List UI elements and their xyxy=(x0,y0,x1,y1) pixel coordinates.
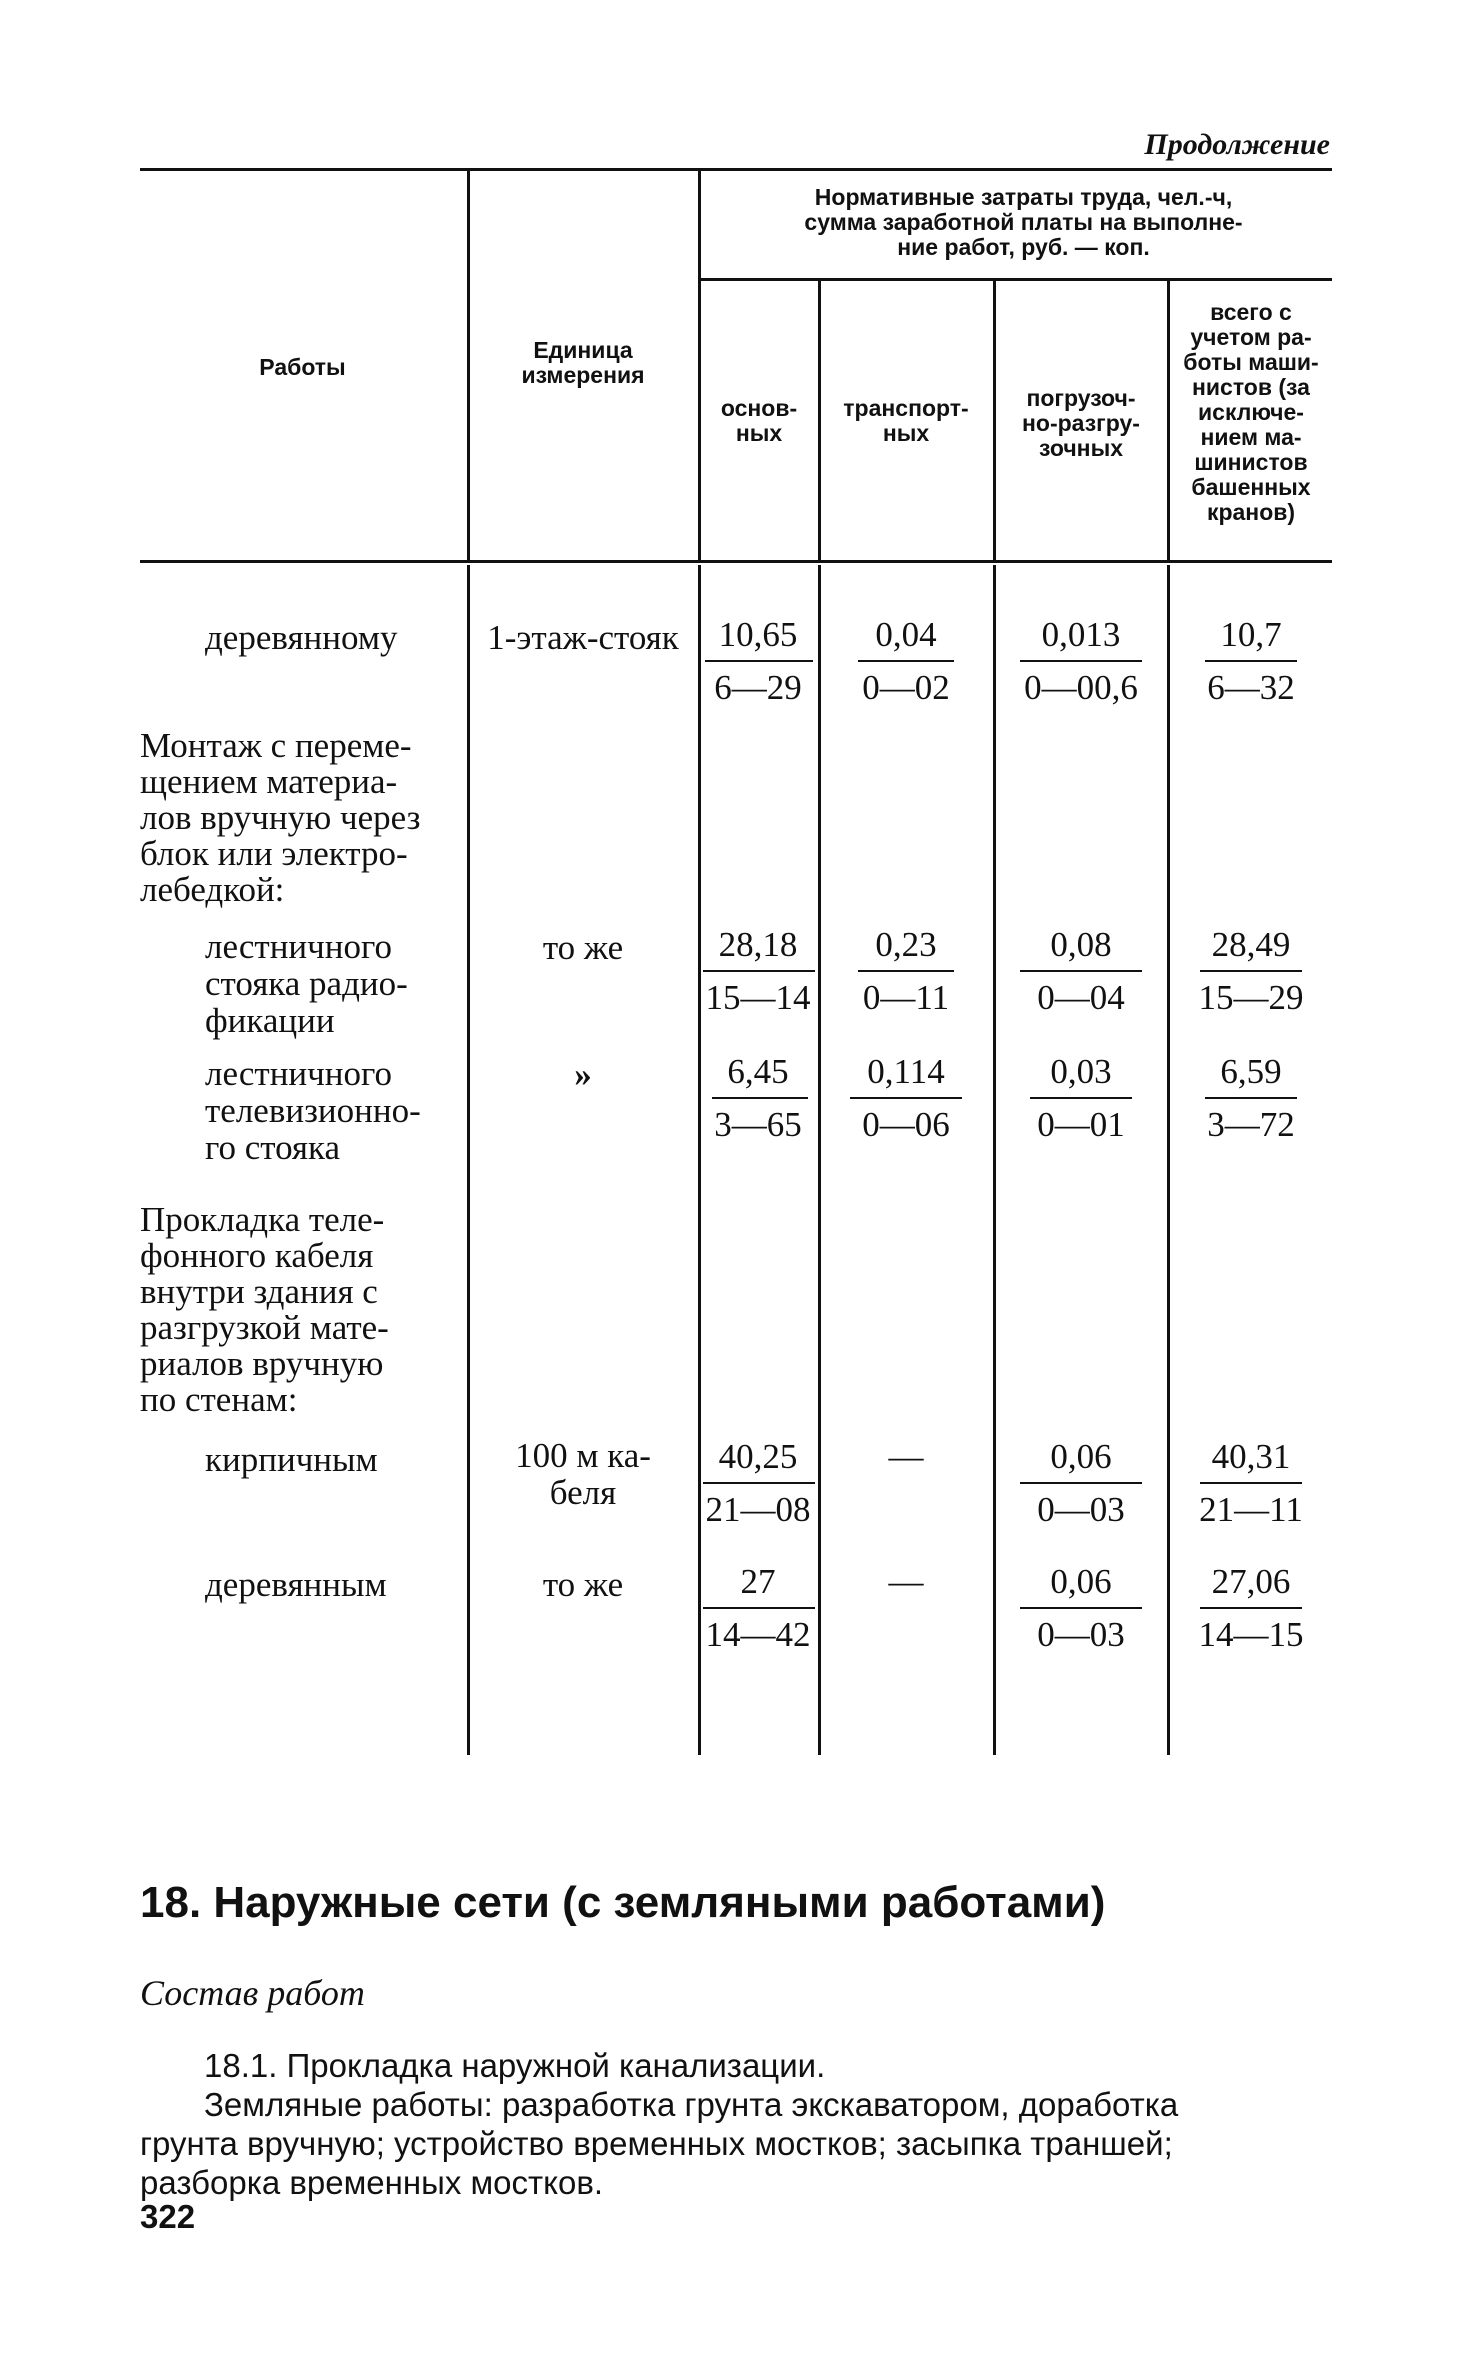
transport-dash: — xyxy=(888,1437,924,1476)
fraction-line xyxy=(1020,1607,1142,1609)
row-unit: то же xyxy=(542,928,624,967)
loading-wage: 0—03 xyxy=(1037,1615,1125,1654)
loading-wage: 0—01 xyxy=(1037,1105,1125,1144)
labor-cost-group-header: Нормативные затраты труда, чел.-ч, сумма заработной платы на выполне- ние работ, руб. — коп. xyxy=(804,184,1243,260)
section-item: 18.1. Прокладка наружной канализации. xyxy=(204,2047,826,2084)
loading-value: 0,06 xyxy=(1050,1437,1112,1476)
transport-value: 0,04 xyxy=(875,615,937,654)
transport-dash: — xyxy=(888,1562,924,1601)
transport-value: 0,23 xyxy=(875,925,937,964)
main-value: 40,25 xyxy=(718,1437,798,1476)
row-unit: 100 м ка- беля xyxy=(515,1436,651,1512)
total-value: 40,31 xyxy=(1211,1437,1291,1476)
transport-header: транспорт- ных xyxy=(843,395,969,446)
group-label-cable-laying: Прокладка теле- фонного кабеля внутри здания с разгрузкой мате- риалов вручную по стенам: xyxy=(140,1200,389,1419)
loading-value: 0,08 xyxy=(1050,925,1112,964)
group-header-rule xyxy=(700,278,1332,281)
main-wage: 3—65 xyxy=(714,1105,802,1144)
total-wage: 6—32 xyxy=(1207,668,1295,707)
fraction-line xyxy=(1020,660,1142,662)
loading-wage: 0—03 xyxy=(1037,1490,1125,1529)
section-title: 18. Наружные сети (с земляными работами) xyxy=(140,1878,1106,1927)
loading-value: 0,06 xyxy=(1050,1562,1112,1601)
total-wage: 15—29 xyxy=(1198,978,1304,1017)
page-number: 322 xyxy=(140,2198,196,2235)
main-wage: 15—14 xyxy=(705,978,811,1017)
row-work-name: лестничного стояка радио- фикации xyxy=(205,927,408,1040)
row-unit: 1-этаж-стояк xyxy=(487,618,679,657)
row-work-name: деревянным xyxy=(205,1565,387,1604)
loading-header: погрузоч- но-разгру- зочных xyxy=(1022,385,1140,461)
main-value: 28,18 xyxy=(718,925,798,964)
fraction-line xyxy=(1205,660,1297,662)
main-wage: 6—29 xyxy=(714,668,802,707)
works-header: Работы xyxy=(259,354,346,380)
total-wage: 3—72 xyxy=(1207,1105,1295,1144)
fraction-line xyxy=(703,970,815,972)
transport-wage: 0—02 xyxy=(862,668,950,707)
fraction-line xyxy=(712,1097,808,1099)
total-wage: 14—15 xyxy=(1198,1615,1304,1654)
total-value: 10,7 xyxy=(1220,615,1282,654)
row-work-name: кирпичным xyxy=(205,1440,378,1479)
fraction-line xyxy=(703,1482,815,1484)
total-header: всего с учетом ра- боты маши- нистов (за исключе- нием ма- шинистов башенных кранов) xyxy=(1183,299,1319,525)
fraction-line xyxy=(1200,970,1302,972)
fraction-line xyxy=(705,660,813,662)
unit-header: Единица измерения xyxy=(521,337,645,388)
fraction-line xyxy=(1200,1482,1302,1484)
total-value: 28,49 xyxy=(1211,925,1291,964)
row-work-name: лестничного телевизионно- го стояка xyxy=(205,1054,421,1167)
fraction-line xyxy=(858,970,954,972)
fraction-line xyxy=(1205,1097,1297,1099)
transport-value: 0,114 xyxy=(867,1052,945,1091)
loading-value: 0,03 xyxy=(1050,1052,1112,1091)
main-value: 10,65 xyxy=(718,615,798,654)
main-wage: 21—08 xyxy=(705,1490,811,1529)
fraction-line xyxy=(1030,1097,1132,1099)
fraction-line xyxy=(850,1097,962,1099)
transport-wage: 0—11 xyxy=(862,978,950,1017)
main-wage: 14—42 xyxy=(705,1615,811,1654)
table-top-rule xyxy=(140,168,1332,171)
fraction-line xyxy=(858,660,954,662)
total-wage: 21—11 xyxy=(1199,1490,1303,1529)
fraction-line xyxy=(703,1607,815,1609)
main-header: основ- ных xyxy=(720,395,798,446)
loading-wage: 0—00,6 xyxy=(1024,668,1138,707)
section-subtitle: Состав работ xyxy=(140,1973,365,2013)
loading-value: 0,013 xyxy=(1041,615,1121,654)
row-unit: » xyxy=(574,1055,592,1094)
total-value: 27,06 xyxy=(1211,1562,1291,1601)
group-label-mounting: Монтаж с переме- щением материа- лов вручную через блок или электро- лебедкой: xyxy=(140,726,421,909)
row-unit: то же xyxy=(542,1565,624,1604)
transport-wage: 0—06 xyxy=(862,1105,950,1144)
total-value: 6,59 xyxy=(1220,1052,1282,1091)
main-value: 6,45 xyxy=(727,1052,789,1091)
loading-wage: 0—04 xyxy=(1037,978,1125,1017)
fraction-line xyxy=(1200,1607,1302,1609)
row-work-name: деревянному xyxy=(205,618,398,657)
continuation-label: Продолжение xyxy=(1144,128,1330,161)
main-value: 27 xyxy=(740,1562,776,1601)
fraction-line xyxy=(1020,1482,1142,1484)
column-divider-2 xyxy=(698,170,701,560)
table-header-rule xyxy=(140,560,1332,563)
section-text: Земляные работы: разработка грунта экскаватором, доработка грунта вручную; устройство временных мостков; засыпка траншей; разборка временных мостков. xyxy=(140,2086,1179,2201)
fraction-line xyxy=(1020,970,1142,972)
